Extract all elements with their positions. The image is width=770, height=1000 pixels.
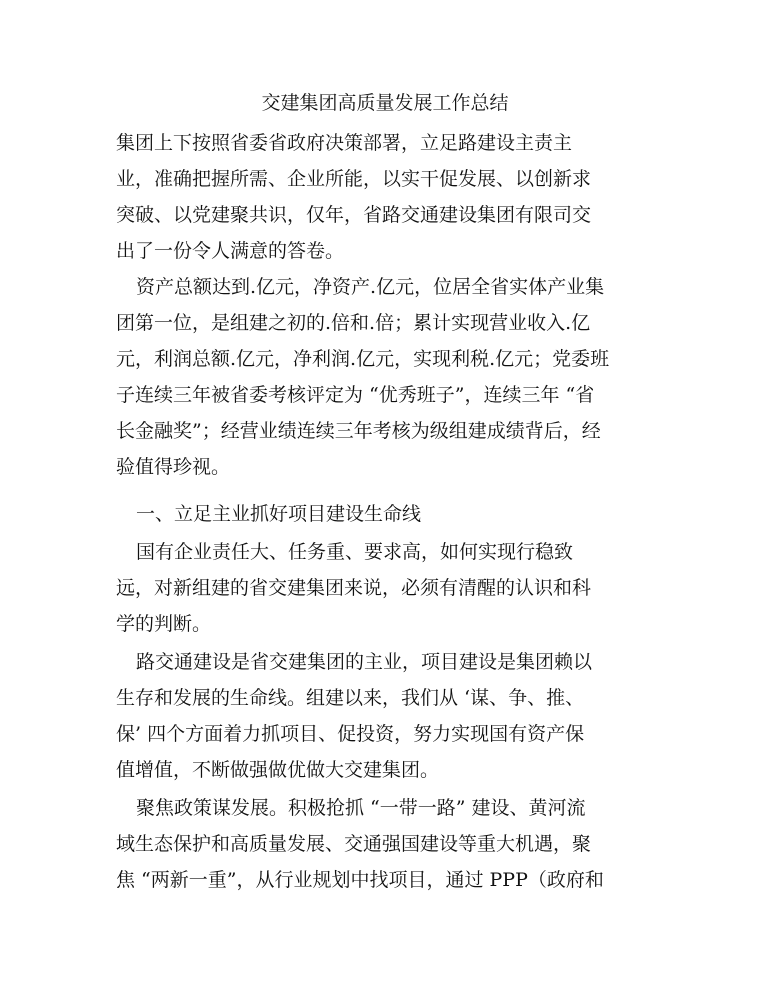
text-line: 保’ 四个方面着力抓项目、促投资，努力实现国有资产保 [116,723,585,745]
text-line: 长金融奖”；经营业绩连续三年考核为级组建成绩背后，经 [116,420,601,442]
text-line: 生存和发展的生命线。组建以来，我们从 ‘谋、争、推、 [116,687,585,709]
text-line: 国有企业责任大、任务重、要求高，如何实现行稳致 [136,541,574,563]
text-line: 集团上下按照省委省政府决策部署，立足路建设主责主 [116,132,573,154]
document-title: 交建集团高质量发展工作总结 [261,92,509,114]
text-line: 域生态保护和高质量发展、交通强国建设等重大机遇，聚 [116,833,592,855]
text-line: 出了一份令人满意的答卷。 [116,240,345,262]
text-line: 路交通建设是省交建集团的主业，项目建设是集团赖以 [136,651,593,673]
text-line: 元，利润总额.亿元，净利润.亿元，实现利税.亿元；党委班 [116,348,610,370]
text-line: 焦 “两新一重”，从行业规划中找项目，通过 PPP（政府和 [116,869,604,891]
text-line: 子连续三年被省委考核评定为 “优秀班子”，连续三年 “省 [116,384,595,406]
text-line: 值增值，不断做强做优做大交建集团。 [116,759,440,781]
text-line: 业，准确把握所需、企业所能，以实干促发展、以创新求 [116,168,592,190]
text-line: 团第一位，是组建之初的.倍和.倍；累计实现营业收入.亿 [116,312,591,334]
section-heading: 一、立足主业抓好项目建设生命线 [136,503,422,525]
text-line: 学的判断。 [116,613,212,635]
text-line: 资产总额达到.亿元，净资产.亿元，位居全省实体产业集 [136,276,605,298]
text-line: 验值得珍视。 [116,456,231,478]
text-line: 远，对新组建的省交建集团来说，必须有清醒的认识和科 [116,577,592,599]
text-line: 聚焦政策谋发展。积极抢抓 “一带一路” 建设、黄河流 [136,797,586,819]
text-line: 突破、以党建聚共识，仅年，省路交通建设集团有限司交 [116,204,592,226]
